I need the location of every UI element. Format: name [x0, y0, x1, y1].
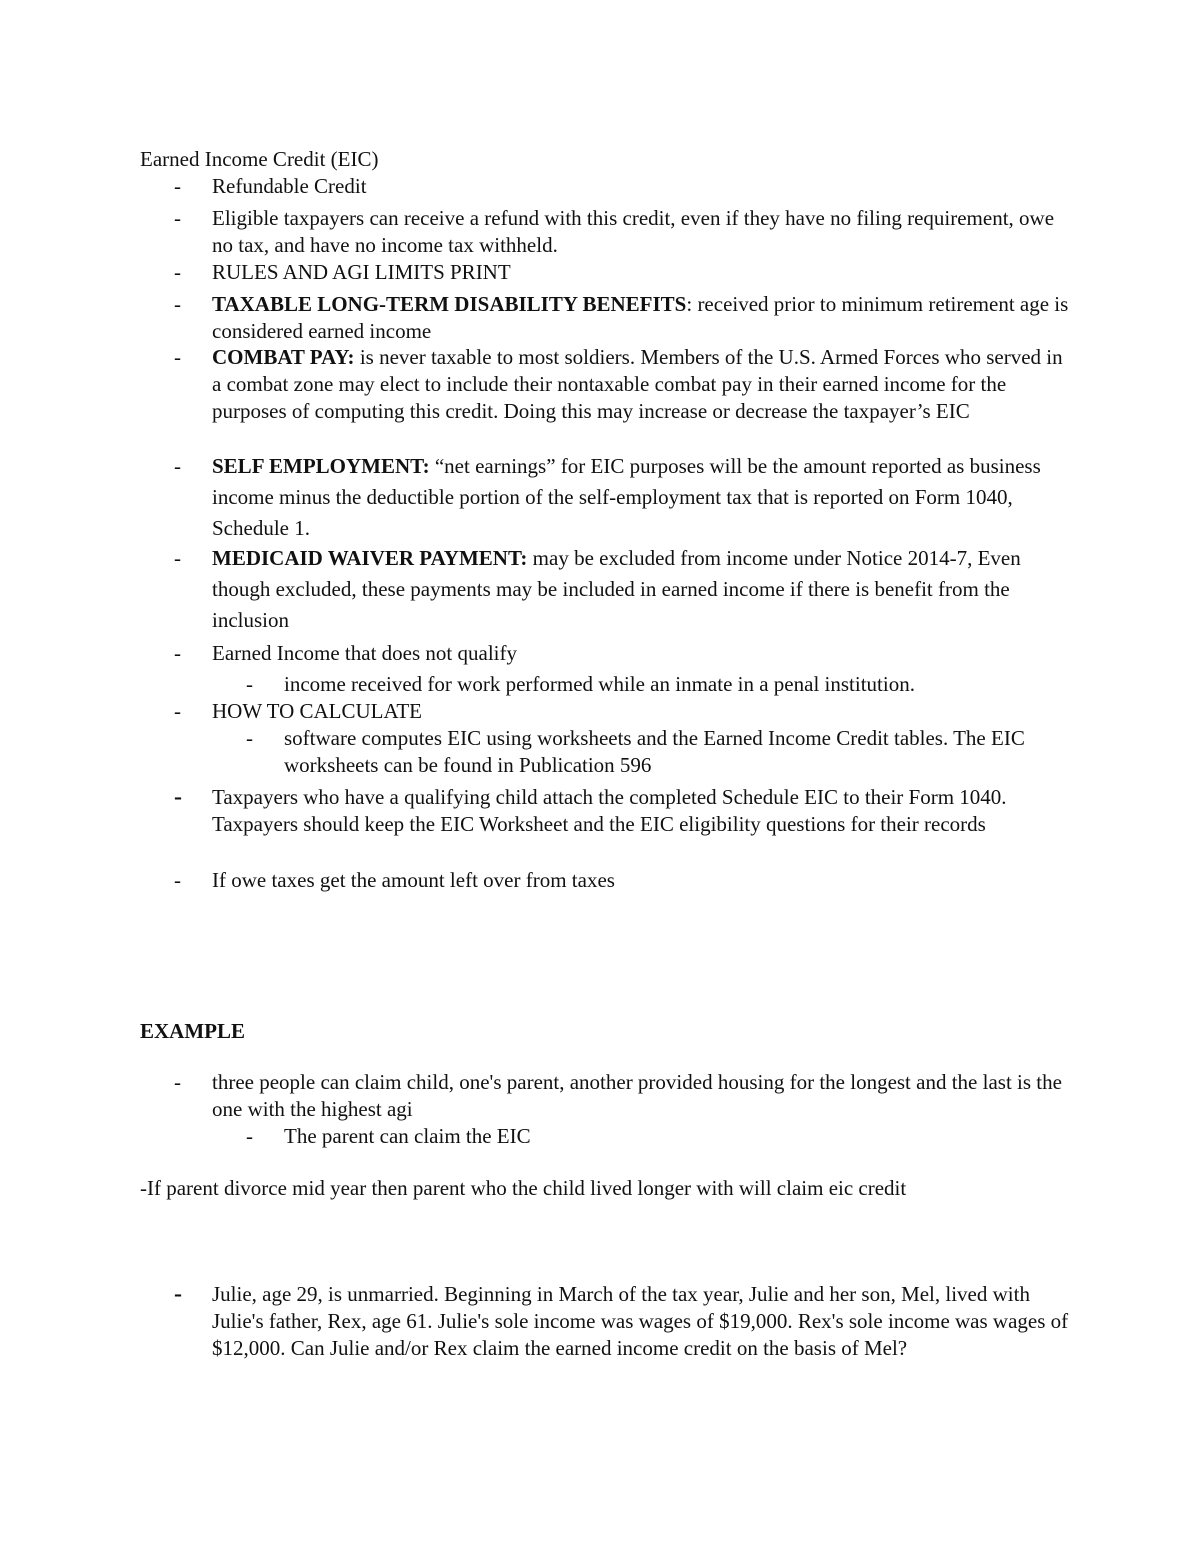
list-item-text: RULES AND AGI LIMITS PRINT [212, 260, 511, 284]
list-item-owe [174, 867, 1074, 894]
bullet-dash: - [246, 672, 253, 696]
medicaid-label: MEDICAID WAIVER PAYMENT: [212, 546, 528, 570]
list-item-refundable [174, 173, 1074, 200]
sub-item-inmate [246, 671, 1066, 698]
list-item-text [212, 451, 1074, 544]
list-item-eligible [174, 205, 1074, 259]
list-item-text [212, 291, 1074, 345]
list-item-combat [174, 344, 1074, 425]
list-item-text [212, 344, 1074, 425]
bullet-dash: - [174, 784, 182, 810]
medicaid-text: may be excluded from income under Notice 2014-7, Even though excluded, these payments may be included in earned income if there is benefit from the inclusion [212, 546, 1021, 632]
divorce-paragraph: -If parent divorce mid year then parent who the child lived longer with will claim eic credit [140, 1176, 907, 1200]
bullet-dash: - [174, 641, 181, 665]
bullet-dash: - [174, 868, 181, 892]
example-heading: EXAMPLE [140, 1019, 245, 1043]
bullet-dash: - [174, 1070, 181, 1094]
disability-text: : received prior to minimum retirement age is considered earned income [212, 292, 1069, 343]
list-item-how-to [174, 698, 1074, 725]
list-item-text: If owe taxes get the amount left over from taxes [212, 868, 615, 892]
list-item-julie [174, 1281, 1074, 1362]
combat-text: is never taxable to most soldiers. Members of the U.S. Armed Forces who served in a combat zone may elect to include their nontaxable combat pay in their earned income for the purposes of computing this credit. Doing this may increase or decrease the taxpayer’s EIC [212, 345, 1063, 423]
disability-label: TAXABLE LONG-TERM DISABILITY BENEFITS [212, 292, 687, 316]
list-item-text: Julie, age 29, is unmarried. Beginning in March of the tax year, Julie and her son, Mel, lived with Julie's father, Rex, age 61. Julie's sole income was wages of $19,000. Rex's sole income was wages of $12,000. Can Julie and/or Rex claim the earned income credit on the basis of Mel? [212, 1282, 1069, 1360]
list-item-schedule [174, 784, 1074, 838]
sub-item-software [246, 725, 1066, 779]
list-item-disability [174, 291, 1074, 345]
bullet-dash: - [174, 206, 181, 230]
list-item-rules [174, 259, 1074, 286]
list-item-text: Refundable Credit [212, 174, 367, 198]
document-title: Earned Income Credit (EIC) [140, 147, 379, 171]
combat-label: COMBAT PAY: [212, 345, 355, 369]
bullet-dash: - [174, 1281, 182, 1307]
bullet-dash: - [174, 699, 181, 723]
list-item-text: Earned Income that does not qualify [212, 641, 517, 665]
list-item-not-qualify [174, 640, 1074, 667]
list-item-text: The parent can claim the EIC [284, 1124, 531, 1148]
list-item-text [212, 543, 1074, 636]
list-item-medicaid [174, 543, 1074, 636]
list-item-text: HOW TO CALCULATE [212, 699, 422, 723]
list-item-text: software computes EIC using worksheets and the Earned Income Credit tables. The EIC worksheets can be found in Publication 596 [284, 726, 1025, 777]
bullet-dash: - [174, 454, 181, 478]
bullet-dash: - [174, 345, 181, 369]
list-item-text: income received for work performed while an inmate in a penal institution. [284, 672, 915, 696]
sub-item-parent-claim [246, 1123, 1066, 1150]
self-employment-text: “net earnings” for EIC purposes will be the amount reported as business income minus the deductible portion of the self-employment tax that is reported on Form 1040, Schedule 1. [212, 454, 1041, 540]
bullet-dash: - [174, 546, 181, 570]
list-item-text: Eligible taxpayers can receive a refund with this credit, even if they have no filing requirement, owe no tax, and have no income tax withheld. [212, 206, 1055, 257]
bullet-dash: - [174, 292, 181, 316]
bullet-dash: - [174, 260, 181, 284]
list-item-text: Taxpayers who have a qualifying child attach the completed Schedule EIC to their Form 1040. Taxpayers should keep the EIC Worksheet and the EIC eligibility questions for their records [212, 785, 1007, 836]
bullet-dash: - [246, 1124, 253, 1148]
list-item-self-employment [174, 451, 1074, 544]
bullet-dash: - [246, 726, 253, 750]
list-item-text: three people can claim child, one's parent, another provided housing for the longest and the last is the one with the highest agi [212, 1070, 1062, 1121]
self-employment-label: SELF EMPLOYMENT: [212, 454, 430, 478]
bullet-dash: - [174, 174, 181, 198]
list-item-three-people [174, 1069, 1074, 1123]
